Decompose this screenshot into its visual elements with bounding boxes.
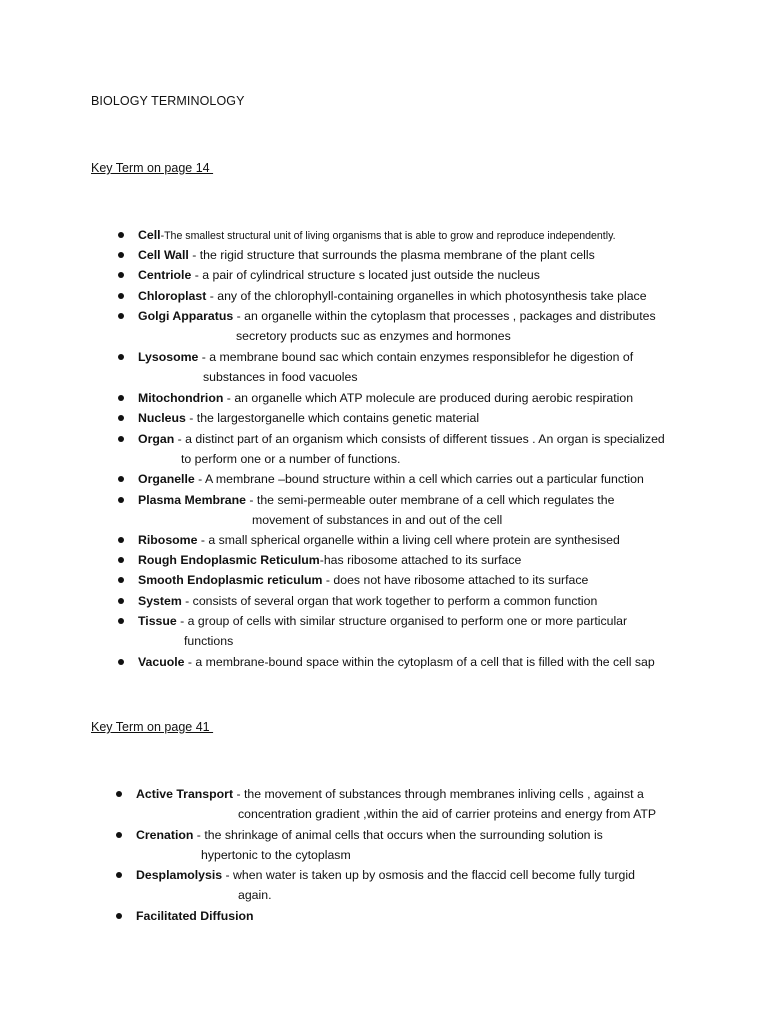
term-definition-continued: hypertonic to the cytoplasm [201,848,351,862]
term-definition-continued: to perform one or a number of functions. [181,452,401,466]
bullet-icon [118,313,124,319]
term-definition-continued: secretory products suc as enzymes and hormones [236,329,511,343]
term-name: Organ [138,432,175,446]
term-entry [136,784,644,804]
term-definition: - any of the chlorophyll-containing organelles in which photosynthesis take place [206,289,647,303]
term-entry [138,550,521,570]
term-entry [138,429,665,449]
term-definition: - A membrane –bound structure within a cell which carries out a particular function [194,472,644,486]
term-name: Cell [138,228,161,242]
term-entry [136,865,635,885]
term-definition: - the shrinkage of animal cells that occurs when the surrounding solution is [193,828,603,842]
term-name: Lysosome [138,350,199,364]
term-definition: - a distinct part of an organism which consists of different tissues . An organ is specialized [174,432,665,446]
term-entry [138,469,644,489]
bullet-icon [116,791,122,797]
section-heading-page-41: Key Term on page 41 [91,720,214,734]
term-name: Facilitated Diffusion [136,909,254,923]
term-entry [138,245,595,265]
term-definition-continued: movement of substances in and out of the cell [252,513,503,527]
bullet-icon [118,354,124,360]
term-entry [138,408,479,428]
term-entry [138,225,616,246]
term-definition: - the largestorganelle which contains genetic material [185,411,480,425]
term-entry [138,570,588,590]
bullet-icon [118,618,124,624]
term-name: Crenation [136,828,194,842]
term-entry [138,591,597,611]
term-entry [138,347,633,367]
bullet-icon [116,872,122,878]
bullet-icon [116,913,122,919]
term-definition-continued: functions [184,634,234,648]
term-definition: - the movement of substances through membranes inliving cells , against a [233,787,644,801]
term-entry [138,388,633,408]
term-definition: - a membrane bound sac which contain enzymes responsiblefor he digestion of [198,350,634,364]
term-definition: -has ribosome attached to its surface [319,553,522,567]
term-name: Desplamolysis [136,868,223,882]
bullet-icon [118,272,124,278]
term-definition: -The smallest structural unit of living organisms that is able to grow and reproduce independently. [160,230,616,242]
term-name: Tissue [138,614,177,628]
bullet-icon [118,497,124,503]
term-entry [138,306,656,326]
term-definition-continued: again. [238,888,272,902]
term-entry [136,906,254,926]
bullet-icon [118,476,124,482]
term-name: Mitochondrion [138,391,224,405]
term-name: Vacuole [138,655,185,669]
term-name: Rough Endoplasmic Reticulum [138,553,320,567]
bullet-icon [118,232,124,238]
term-name: Golgi Apparatus [138,309,234,323]
document-title: BIOLOGY TERMINOLOGY [91,94,245,108]
term-entry [138,265,540,285]
bullet-icon [118,659,124,665]
term-definition: - the rigid structure that surrounds the plasma membrane of the plant cells [188,248,595,262]
term-definition: - consists of several organ that work together to perform a common function [181,594,598,608]
term-name: System [138,594,182,608]
term-entry [138,652,655,672]
term-definition-continued: substances in food vacuoles [203,370,358,384]
term-definition: - a pair of cylindrical structure s located just outside the nucleus [191,268,540,282]
term-name: Chloroplast [138,289,207,303]
term-entry [138,286,647,306]
bullet-icon [118,293,124,299]
bullet-icon [118,436,124,442]
term-definition: - when water is taken up by osmosis and the flaccid cell become fully turgid [222,868,635,882]
term-definition: - the semi-permeable outer membrane of a cell which regulates the [246,493,615,507]
bullet-icon [118,395,124,401]
term-definition: - an organelle which ATP molecule are produced during aerobic respiration [223,391,634,405]
bullet-icon [116,832,122,838]
term-name: Active Transport [136,787,234,801]
term-definition: - a group of cells with similar structure organised to perform one or more particular [176,614,628,628]
term-entry [138,611,627,631]
bullet-icon [118,598,124,604]
term-name: Cell Wall [138,248,189,262]
term-definition: - a small spherical organelle within a living cell where protein are synthesised [197,533,620,547]
term-name: Smooth Endoplasmic reticulum [138,573,323,587]
bullet-icon [118,252,124,258]
bullet-icon [118,415,124,421]
bullet-icon [118,557,124,563]
term-name: Organelle [138,472,195,486]
term-entry [138,530,620,550]
section-heading-page-14: Key Term on page 14 [91,161,214,175]
term-name: Nucleus [138,411,186,425]
term-definition: - a membrane-bound space within the cytoplasm of a cell that is filled with the cell sap [184,655,655,669]
term-definition: - does not have ribosome attached to its surface [322,573,589,587]
term-definition: - an organelle within the cytoplasm that processes , packages and distributes [233,309,656,323]
term-name: Centriole [138,268,192,282]
term-entry [136,825,603,845]
term-name: Plasma Membrane [138,493,246,507]
term-entry [138,490,614,510]
term-name: Ribosome [138,533,198,547]
bullet-icon [118,537,124,543]
bullet-icon [118,577,124,583]
term-definition-continued: concentration gradient ,within the aid of carrier proteins and energy from ATP [238,807,657,821]
